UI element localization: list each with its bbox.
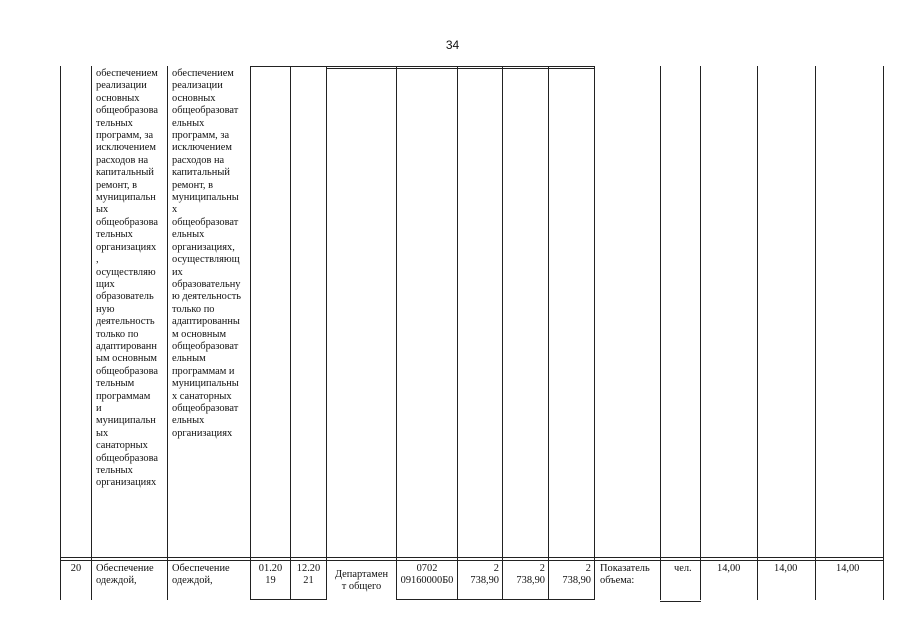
cell-text-line: основных xyxy=(172,92,216,104)
cell-value-1: 14,00 xyxy=(717,563,741,574)
cell-text-line: осуществляю xyxy=(96,266,156,278)
cell-text-line: образователь xyxy=(96,291,154,303)
cell-text-line: ых xyxy=(96,204,109,216)
cell-text-line: капитальный xyxy=(172,167,230,179)
cell-row-number: 20 xyxy=(70,563,82,574)
cell-indicator: Показатель объема: xyxy=(600,563,650,587)
cell-text-line: общеобразоват xyxy=(172,402,239,414)
cell-text-line: х xyxy=(172,204,178,216)
col-divider xyxy=(502,66,503,600)
cell-text-line: образовательну xyxy=(172,278,241,290)
cell-text-line: расходов на xyxy=(172,154,225,166)
col-divider xyxy=(594,66,595,600)
cell-sum-3: 2 738,90 xyxy=(562,563,591,587)
cell-text-line: расходов на xyxy=(96,154,149,166)
cell-text-line: только по xyxy=(96,328,139,340)
row-bottom-border xyxy=(250,599,327,600)
row-bottom-border xyxy=(396,599,595,600)
col-divider xyxy=(548,66,549,600)
cell-text-line: муниципальн xyxy=(96,192,156,204)
cell-text-line: ремонт, в xyxy=(96,179,137,191)
cell-text-line: ю деятельность xyxy=(172,291,242,303)
cell-text-line: тельных xyxy=(96,117,133,129)
cell-text-line: ремонт, в xyxy=(172,179,213,191)
cell-start-date: 01.20 19 xyxy=(258,563,283,587)
col-divider xyxy=(290,66,291,600)
cell-text-line: деятельность xyxy=(96,316,155,328)
row-divider-double xyxy=(60,560,884,561)
cell-text-line: обеспечением xyxy=(96,68,158,79)
cell-text-line: х санаторных xyxy=(172,390,232,402)
col-divider xyxy=(167,66,168,600)
cell-text-line: тельным xyxy=(96,378,135,390)
cell-text-line: общеобразова xyxy=(96,105,159,117)
cell-text-line: и xyxy=(96,402,102,414)
cell-text-line: исключением xyxy=(96,142,156,154)
cell-sum-1: 2 738,90 xyxy=(470,563,499,587)
table-border-left xyxy=(60,66,61,600)
col-divider xyxy=(700,66,701,600)
cell-text-line: ельных xyxy=(172,229,205,241)
cell-text-line: осуществляющ xyxy=(172,254,240,266)
cell-text-line: общеобразова xyxy=(96,452,159,464)
cell-text-line: организациях, xyxy=(172,241,235,253)
cell-text-line: реализации xyxy=(172,80,223,92)
cell-text-line: санаторных xyxy=(96,440,148,452)
cell-text-line: ельных xyxy=(172,117,205,129)
col-divider xyxy=(326,66,327,600)
cell-budget-code: 0702 09160000Б0 xyxy=(400,563,454,587)
cell-description-continued xyxy=(96,68,166,490)
col-divider xyxy=(396,66,397,600)
cell-text-line: программ, за xyxy=(96,130,154,142)
cell-sum-2: 2 738,90 xyxy=(516,563,545,587)
cell-text-line: общеобразоват xyxy=(172,105,239,117)
cell-text-line: адаптированн xyxy=(96,340,157,352)
cell-text-line: организациях xyxy=(96,241,157,253)
cell-text-line: программ, за xyxy=(172,130,230,142)
col-divider xyxy=(660,66,661,600)
cell-measure: Обеспечение одеждой, xyxy=(172,563,230,587)
cell-value-2: 14,00 xyxy=(774,563,798,574)
row-top-border xyxy=(250,66,595,67)
col-divider xyxy=(457,66,458,600)
cell-text-line: организациях xyxy=(96,477,157,489)
cell-text-line: м основным xyxy=(172,328,227,340)
cell-text-line: муниципальны xyxy=(172,192,239,204)
cell-end-date: 12.20 21 xyxy=(296,563,321,587)
row-bottom-border xyxy=(660,601,701,602)
cell-measure-continued xyxy=(172,68,250,440)
cell-text-line: организациях xyxy=(172,427,233,439)
cell-value-3: 14,00 xyxy=(836,563,860,574)
cell-text-line: их xyxy=(172,266,183,278)
cell-text-line: щих xyxy=(96,278,115,290)
cell-text-line: основных xyxy=(96,92,140,104)
cell-text-line: реализации xyxy=(96,80,147,92)
cell-text-line: программам и xyxy=(172,365,235,377)
cell-text-line: программам xyxy=(96,390,151,402)
cell-text-line: ельных xyxy=(172,415,205,427)
cell-text-line: общеобразоват xyxy=(172,216,239,228)
cell-text-line: обеспечением xyxy=(172,68,234,79)
col-divider xyxy=(91,66,92,600)
cell-text-line: муниципальны xyxy=(172,378,239,390)
cell-text-line: общеобразова xyxy=(96,216,159,228)
col-divider xyxy=(757,66,758,600)
row-top-border-inner xyxy=(326,68,595,69)
cell-text-line: тельных xyxy=(96,229,133,241)
cell-text-line: муниципальн xyxy=(96,415,156,427)
col-divider xyxy=(815,66,816,600)
cell-text-line: общеобразоват xyxy=(172,340,239,352)
table-border-right xyxy=(883,66,884,600)
cell-executor: Департамен т общего xyxy=(334,569,389,593)
cell-text-line: только по xyxy=(172,303,215,315)
cell-text-line: тельных xyxy=(96,465,133,476)
row-divider xyxy=(60,557,884,558)
col-divider xyxy=(250,66,251,600)
cell-text-line: , xyxy=(96,254,99,266)
cell-text-line: ых xyxy=(96,427,109,439)
page-number: 34 xyxy=(445,38,460,52)
cell-text-line: адаптированны xyxy=(172,316,240,328)
cell-text-line: ельным xyxy=(172,353,206,365)
cell-text-line: ную xyxy=(96,303,115,315)
cell-description: Обеспечение одеждой, xyxy=(96,563,154,587)
cell-text-line: исключением xyxy=(172,142,232,154)
cell-text-line: ым основным xyxy=(96,353,157,365)
cell-unit: чел. xyxy=(674,563,692,574)
cell-text-line: капитальный xyxy=(96,167,154,179)
cell-text-line: общеобразова xyxy=(96,365,159,377)
